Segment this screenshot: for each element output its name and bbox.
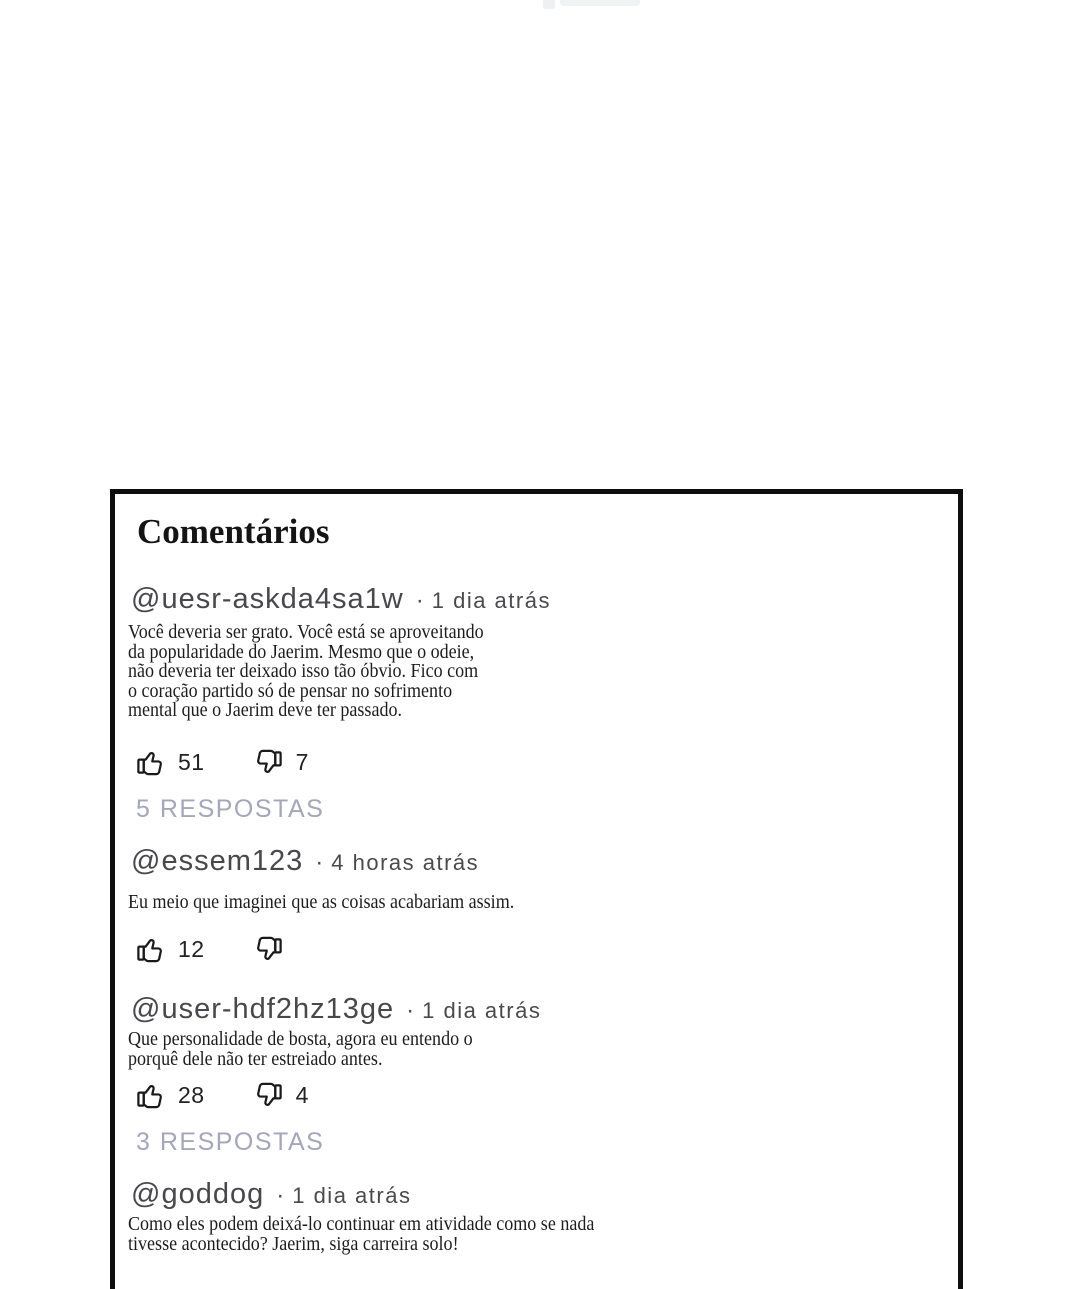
comment-actions (135, 747, 938, 778)
comment-text-line: o coração partido só de pensar no sofrimento (128, 679, 453, 702)
comment-text-line: Eu meio que imaginei que as coisas acabariam assim. (128, 890, 515, 913)
thumb-down-icon (253, 934, 284, 965)
comment-text-line: Você deveria ser grato. Você está se aproveitando (128, 621, 484, 643)
comment-text-line: mental que o Jaerim deve ter passado. (128, 699, 403, 721)
dislike-button[interactable] (253, 747, 284, 778)
like-count: 12 (178, 936, 205, 962)
comment-actions (135, 934, 938, 965)
comments-title: Comentários (137, 512, 330, 551)
dislike-count: 4 (295, 1082, 309, 1108)
like-count: 28 (178, 1082, 205, 1108)
like-button[interactable] (135, 747, 166, 778)
comment-text-line: tivesse acontecido? Jaerim, siga carreira solo! (128, 1232, 459, 1255)
replies-toggle[interactable]: 5 RESPOSTAS (136, 794, 325, 823)
comment (128, 1178, 938, 1255)
comment-separator-dot: · (276, 1182, 285, 1209)
page-top-remnant-icon (543, 0, 555, 9)
comment (128, 993, 938, 1157)
thumb-down-icon (253, 747, 284, 778)
comment-username[interactable]: @user-hdf2hz13ge (131, 993, 395, 1025)
comment-body (128, 1215, 841, 1254)
comment-text-line: Que personalidade de bosta, agora eu entendo o (128, 1028, 473, 1050)
comment-timestamp: 1 dia atrás (422, 998, 542, 1023)
dislike-button[interactable] (253, 934, 284, 965)
comment-separator-dot: · (415, 587, 424, 614)
replies-toggle[interactable]: 3 RESPOSTAS (136, 1128, 325, 1156)
thumb-down-icon (253, 1080, 284, 1111)
comment (128, 583, 938, 824)
comment-username[interactable]: @uesr-askda4sa1w (131, 583, 404, 615)
like-button[interactable] (135, 1080, 166, 1111)
comment-timestamp: 1 dia atrás (431, 588, 551, 613)
comment-header (131, 583, 938, 616)
comment-body (128, 890, 841, 913)
comment-username[interactable]: @essem123 (131, 844, 304, 877)
comment-header (131, 993, 938, 1026)
like-count: 51 (178, 748, 205, 775)
thumb-up-icon (135, 747, 166, 778)
comment-body (128, 1030, 841, 1069)
comment-timestamp: 4 horas atrás (331, 849, 480, 875)
comment-text-line: não deveria ter deixado isso tão óbvio. Fico com (128, 660, 479, 682)
like-button[interactable] (135, 934, 166, 965)
thumb-up-icon (135, 934, 166, 965)
comment-separator-dot: · (406, 997, 415, 1024)
comment-username[interactable]: @goddog (131, 1178, 265, 1210)
dislike-button[interactable] (253, 1080, 284, 1111)
comment-actions (135, 1080, 938, 1111)
dislike-count: 7 (295, 748, 309, 775)
comments-panel (110, 489, 963, 1289)
comment (128, 844, 938, 966)
thumb-up-icon (135, 1080, 166, 1111)
comment-timestamp: 1 dia atrás (292, 1183, 412, 1208)
page-top-remnant-bar (560, 0, 640, 6)
comment-header (131, 1178, 938, 1211)
comment-text-line: Como eles podem deixá-lo continuar em atividade como se nada (128, 1213, 595, 1235)
comment-separator-dot: · (315, 848, 324, 876)
comment-body (128, 623, 841, 721)
comment-text-line: da popularidade do Jaerim. Mesmo que o odeie, (128, 640, 475, 663)
comment-header (131, 845, 938, 878)
comment-text-line: porquê dele não ter estreiado antes. (128, 1047, 383, 1070)
